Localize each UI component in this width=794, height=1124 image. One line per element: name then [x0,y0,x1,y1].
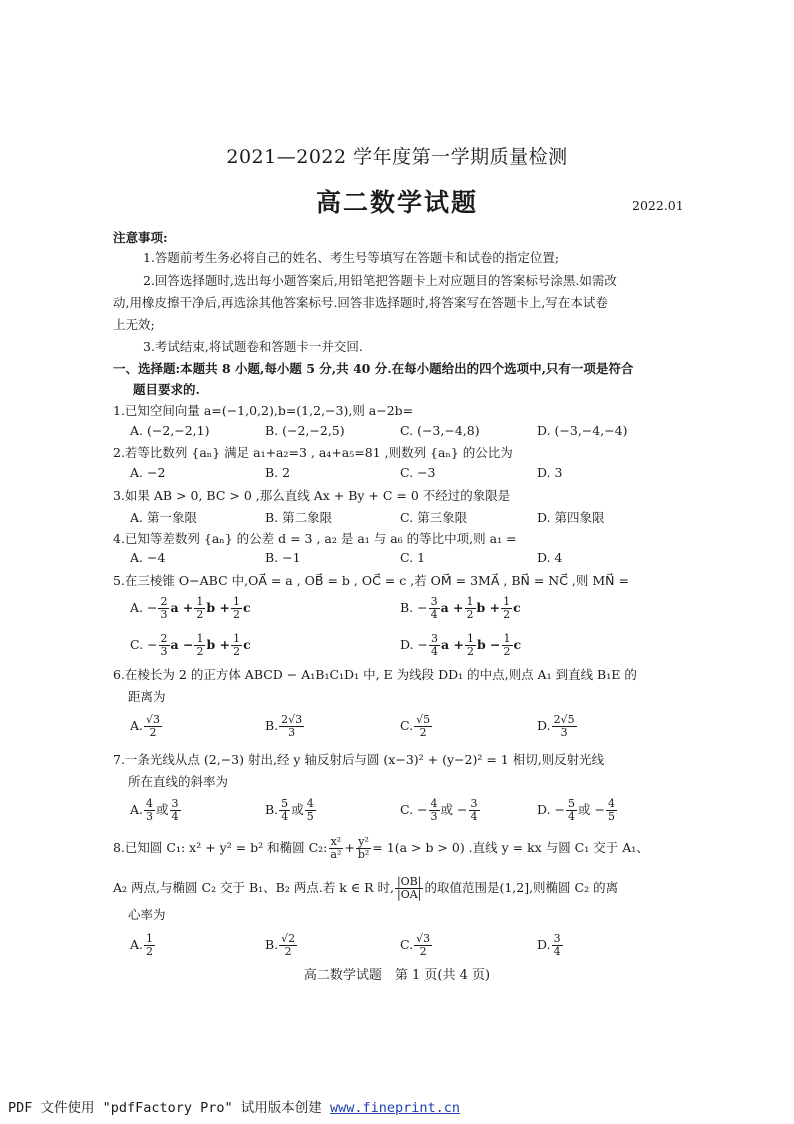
question-4-stem: 4.已知等差数列 {aₙ} 的公差 d = 3 , a₂ 是 a₁ 与 a₆ 的等比中项,则 a₁ = [113,531,517,546]
question-3-stem: 3.如果 AB > 0, BC > 0 ,那么直线 Ax + By + C = 0 不经过的象限是 [113,488,511,503]
q4-option-c: C. 1 [400,550,426,565]
q5-c-frac3: $\frac{1}{2}$ [233,632,241,658]
q8-option-c: C. $\frac{√3}{2}$ [400,932,431,958]
page-footer: 高二数学试题 第 1 页(共 4 页) [303,968,491,983]
notice-item-2-line3: 上无效; [113,317,155,332]
question-6-stem-line2: 距离为 [128,689,166,704]
q5-b-frac3: $\frac{1}{2}$ [503,595,511,621]
notice-item-3: 3.考试结束,将试题卷和答题卡一并交回. [143,339,363,354]
q1-option-c: C. (−3,−4,8) [400,423,480,438]
q5-option-a: A. − $\frac{2}{3}$ a + $\frac{1}{2}$ b + $\frac{1}{2}$ c [130,595,251,621]
q8-option-a: A. $\frac{1}{2}$ [130,932,154,958]
q4-option-b: B. −1 [265,550,301,565]
pdf-notice-text: PDF 文件使用 "pdfFactory Pro" 试用版本创建 [8,1100,330,1116]
question-6-stem-line1: 6.在棱长为 2 的正方体 ABCD − A₁B₁C₁D₁ 中, E 为线段 DD₁ 的中点,则点 A₁ 到直线 B₁E 的 [113,667,637,682]
q5-c-frac1: $\frac{2}{3}$ [160,632,168,658]
q6-option-d: D. $\frac{2√5}{3}$ [537,713,575,739]
q4-option-d: D. 4 [537,550,563,565]
q3-option-d: D. 第四象限 [537,510,605,525]
question-1-stem: 1.已知空间向量 a=(−1,0,2),b=(1,2,−3),则 a−2b= [113,403,414,418]
question-7-stem-line2: 所在直线的斜率为 [128,774,229,789]
q1-option-a: A. (−2,−2,1) [130,423,210,438]
section1-heading-line2: 题目要求的. [133,382,200,397]
q5-d-frac3: $\frac{1}{2}$ [503,632,511,658]
q6-option-b: B. $\frac{2√3}{3}$ [265,713,303,739]
q3-option-b: B. 第二象限 [265,510,333,525]
fineprint-link[interactable]: www.fineprint.cn [329,1100,460,1116]
q4-option-a: A. −4 [130,550,166,565]
q1-option-d: D. (−3,−4,−4) [537,423,628,438]
question-8-stem-line2: A₂ 两点,与椭圆 C₂ 交于 B₁、B₂ 两点.若 k ∈ R 时, $\frac{|OB|}{|OA|}$ 的取值范围是(1,2],则椭圆 C₂ 的离 [113,875,619,901]
q5-a-frac2: $\frac{1}{2}$ [196,595,204,621]
q2-option-d: D. 3 [537,465,563,480]
q7-option-c: C. − $\frac{4}{3}$ 或 − $\frac{3}{4}$ [400,797,478,823]
q5-a-frac1: $\frac{2}{3}$ [160,595,168,621]
exam-title-line2: 高二数学试题 [315,188,478,217]
q5-c-frac2: $\frac{1}{2}$ [196,632,204,658]
q2-option-b: B. 2 [265,465,291,480]
q8-option-b: B. $\frac{√2}{2}$ [265,932,296,958]
pdf-creator-notice [8,1096,460,1116]
question-8-stem-line1: 8.已知圆 C₁: x² + y² = b² 和椭圆 C₂: $\frac{\text{x²}}{\text{a²}}$ + $\frac{\text{y²}}{\text{b²}}$ = 1(a > b > 0) .直线 y = kx 与圆 C₁ 交于 A₁、 [113,835,649,861]
q5-option-c: C. − $\frac{2}{3}$ a − $\frac{1}{2}$ b + $\frac{1}{2}$ c [130,632,251,658]
exam-title-line1: 2021—2022 学年度第一学期质量检测 [226,146,568,168]
notice-item-2-line2: 动,用橡皮擦干净后,再选涂其他答案标号.回答非选择题时,将答案写在答题卡上,写在本试卷 [113,295,608,310]
q5-option-b: B. − $\frac{3}{4}$ a + $\frac{1}{2}$ b + $\frac{1}{2}$ c [400,595,521,621]
q5-a-frac3: $\frac{1}{2}$ [232,595,240,621]
q5-b-frac2: $\frac{1}{2}$ [466,595,474,621]
q6-option-c: C. $\frac{√5}{2}$ [400,713,431,739]
q5-d-frac1: $\frac{3}{4}$ [431,632,438,658]
q7-option-d: D. − $\frac{5}{4}$ 或 − $\frac{4}{5}$ [537,797,615,823]
q5-b-frac1: $\frac{3}{4}$ [430,595,438,621]
q7-option-b: B. $\frac{5}{4}$ 或 $\frac{4}{5}$ [265,797,314,823]
q1-option-b: B. (−2,−2,5) [265,423,345,438]
q5-d-frac2: $\frac{1}{2}$ [466,632,474,658]
section1-heading-line1: 一、选择题:本题共 8 小题,每小题 5 分,共 40 分.在每小题给出的四个选项中,只有一项是符合 [113,361,634,376]
q2-option-a: A. −2 [130,465,166,480]
question-2-stem: 2.若等比数列 {aₙ} 满足 a₁+a₂=3 , a₄+a₅=81 ,则数列 {aₙ} 的公比为 [113,445,513,460]
q5-option-d: D. − $\frac{3}{4}$ a + $\frac{1}{2}$ b − $\frac{1}{2}$ c [400,632,522,658]
q8-option-d: D. $\frac{3}{4}$ [537,932,561,958]
question-5-stem: 5.在三棱锥 O−ABC 中,OA⃗ = a , OB⃗ = b , OC⃗ = c ,若 OM⃗ = 3MA⃗ , BN⃗ = NC⃗ ,则 MN⃗ = [113,573,629,588]
notice-item-2-line1: 2.回答选择题时,选出每小题答案后,用铅笔把答题卡上对应题目的答案标号涂黑.如需改 [143,273,617,288]
q3-option-a: A. 第一象限 [130,510,197,525]
q6-option-a: A. $\frac{√3}{2}$ [130,713,161,739]
notice-heading: 注意事项: [113,230,168,245]
q7-option-a: A. $\frac{4}{3}$ 或 $\frac{3}{4}$ [130,797,179,823]
q3-option-c: C. 第三象限 [400,510,468,525]
exam-date: 2022.01 [632,198,684,213]
notice-item-1: 1.答题前考生务必将自己的姓名、考生号等填写在答题卡和试卷的指定位置; [143,250,560,265]
q5-a-prefix: A. − [130,600,158,615]
question-8-stem-line3: 心率为 [128,907,166,922]
question-7-stem-line1: 7.一条光线从点 (2,−3) 射出,经 y 轴反射后与圆 (x−3)² + (y−2)² = 1 相切,则反射光线 [113,752,605,767]
q2-option-c: C. −3 [400,465,436,480]
